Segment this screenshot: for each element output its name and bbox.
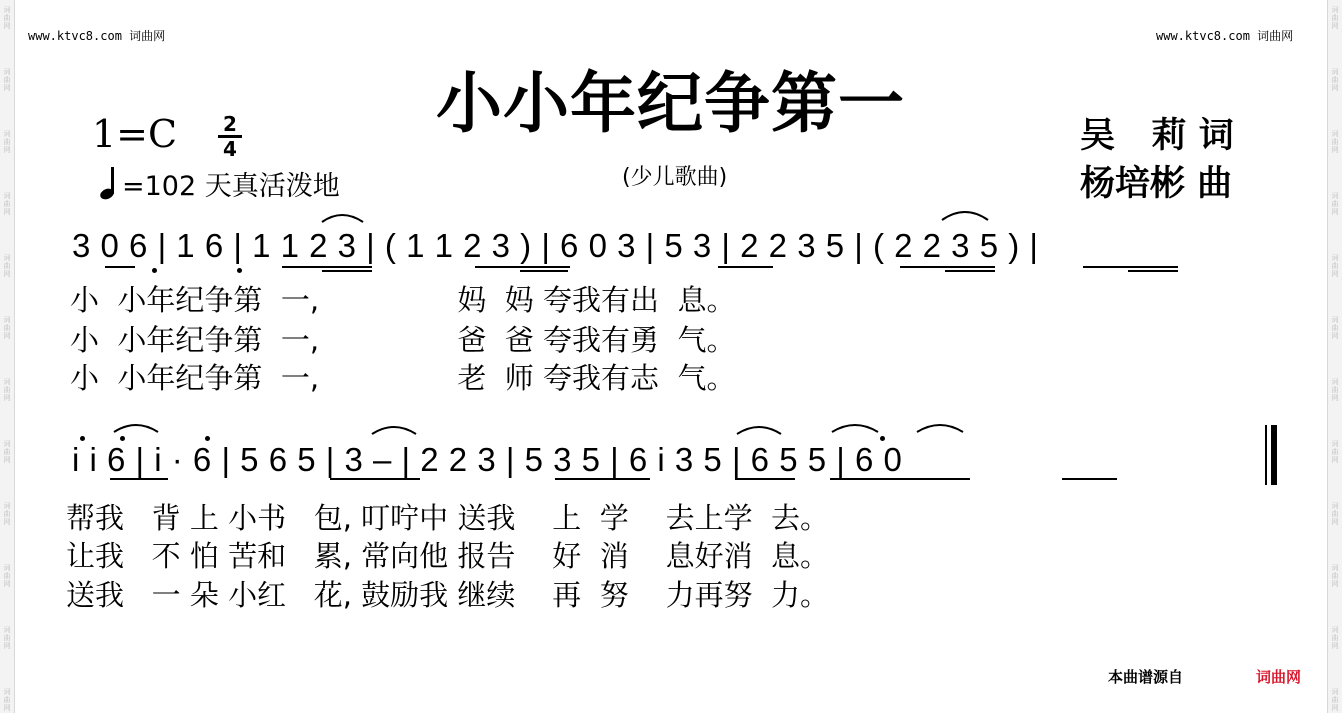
edge-watermark: 词 曲 网: [1331, 688, 1339, 712]
time-signature: [215, 114, 245, 159]
song-subtitle: (少儿歌曲): [622, 165, 728, 190]
edge-watermark: 词 曲 网: [3, 626, 11, 650]
slur: [320, 208, 365, 224]
lyric-line-1-verse-2: 小 小年纪争第 一, 爸 爸 夸我有勇 气。: [70, 323, 736, 357]
slur: [370, 420, 418, 436]
edge-watermark: 词 曲 网: [1331, 6, 1339, 30]
slur: [112, 418, 160, 434]
slur: [735, 420, 783, 436]
lyric-line-2-verse-1: 帮我 背 上 小书 包, 叮咛中 送我 上 学 去上学 去。: [66, 501, 830, 535]
edge-watermark: 词 曲 网: [3, 502, 11, 526]
source-label: 本曲谱源自: [1108, 668, 1184, 686]
edge-watermark: 词 曲 网: [3, 68, 11, 92]
edge-watermark: 词 曲 网: [1331, 502, 1339, 526]
lyric-line-1-verse-3: 小 小年纪争第 一, 老 师 夸我有志 气。: [70, 361, 736, 395]
lyric-line-2-verse-2: 让我 不 怕 苦和 累, 常向他 报告 好 消 息好消 息。: [66, 539, 830, 573]
edge-watermark: 词 曲 网: [1331, 564, 1339, 588]
slur: [940, 204, 990, 222]
edge-watermark: 词 曲 网: [3, 688, 11, 712]
edge-watermark: 词 曲 网: [3, 254, 11, 278]
slur: [915, 418, 965, 434]
edge-watermark: 词 曲 网: [3, 316, 11, 340]
credits: [1080, 112, 1234, 208]
lyric-line-1-verse-1: 小 小年纪争第 一, 妈 妈 夸我有出 息。: [70, 283, 736, 317]
tempo-marking: [100, 164, 340, 203]
edge-watermark: 词 曲 网: [3, 130, 11, 154]
edge-watermark: 词 曲 网: [1331, 192, 1339, 216]
right-margin-strip: [1327, 0, 1342, 713]
site-watermark-right[interactable]: www.ktvc8.com 词曲网: [1156, 29, 1294, 43]
tempo-text: =102 天真活泼地: [122, 171, 340, 202]
lyricist-credit: 吴 莉 词: [1080, 116, 1234, 156]
notation-line-2: i i 6 | i · 6 | 5 6 5 | 3 – | 2 2 3 | 5 3 5 | 6 i 3 5 | 6 5 5 | 6 0: [72, 441, 903, 478]
edge-watermark: 词 曲 网: [1331, 68, 1339, 92]
slur: [830, 418, 880, 434]
brand-link[interactable]: 词曲网: [1256, 668, 1302, 686]
edge-watermark: 词 曲 网: [3, 378, 11, 402]
lyric-line-2-verse-3: 送我 一 朵 小红 花, 鼓励我 继续 再 努 力再努 力。: [66, 578, 830, 612]
key-signature: 1=C: [92, 112, 178, 156]
edge-watermark: 词 曲 网: [1331, 378, 1339, 402]
time-signature-top: 2: [223, 112, 237, 136]
edge-watermark: 词 曲 网: [3, 192, 11, 216]
edge-watermark: 词 曲 网: [1331, 440, 1339, 464]
edge-watermark: 词 曲 网: [3, 440, 11, 464]
edge-watermark: 词 曲 网: [1331, 626, 1339, 650]
quarter-note-icon: [100, 169, 116, 199]
site-watermark-left[interactable]: www.ktvc8.com 词曲网: [28, 29, 166, 43]
final-barline: [1265, 425, 1277, 485]
edge-watermark: 词 曲 网: [1331, 254, 1339, 278]
edge-watermark: 词 曲 网: [3, 564, 11, 588]
left-margin-strip: [0, 0, 15, 713]
time-signature-bottom: 4: [223, 137, 237, 161]
edge-watermark: 词 曲 网: [1331, 130, 1339, 154]
edge-watermark: 词 曲 网: [3, 6, 11, 30]
song-title: 小小年纪争第一: [436, 64, 905, 142]
composer-credit: 杨培彬 曲: [1080, 164, 1233, 204]
edge-watermark: 词 曲 网: [1331, 316, 1339, 340]
notation-line-1: 3 0 6 | 1 6 | 1 1 2 3 | ( 1 1 2 3 ) | 6 0 3 | 5 3 | 2 2 3 5 | ( 2 2 3 5 ) |: [72, 227, 1039, 264]
